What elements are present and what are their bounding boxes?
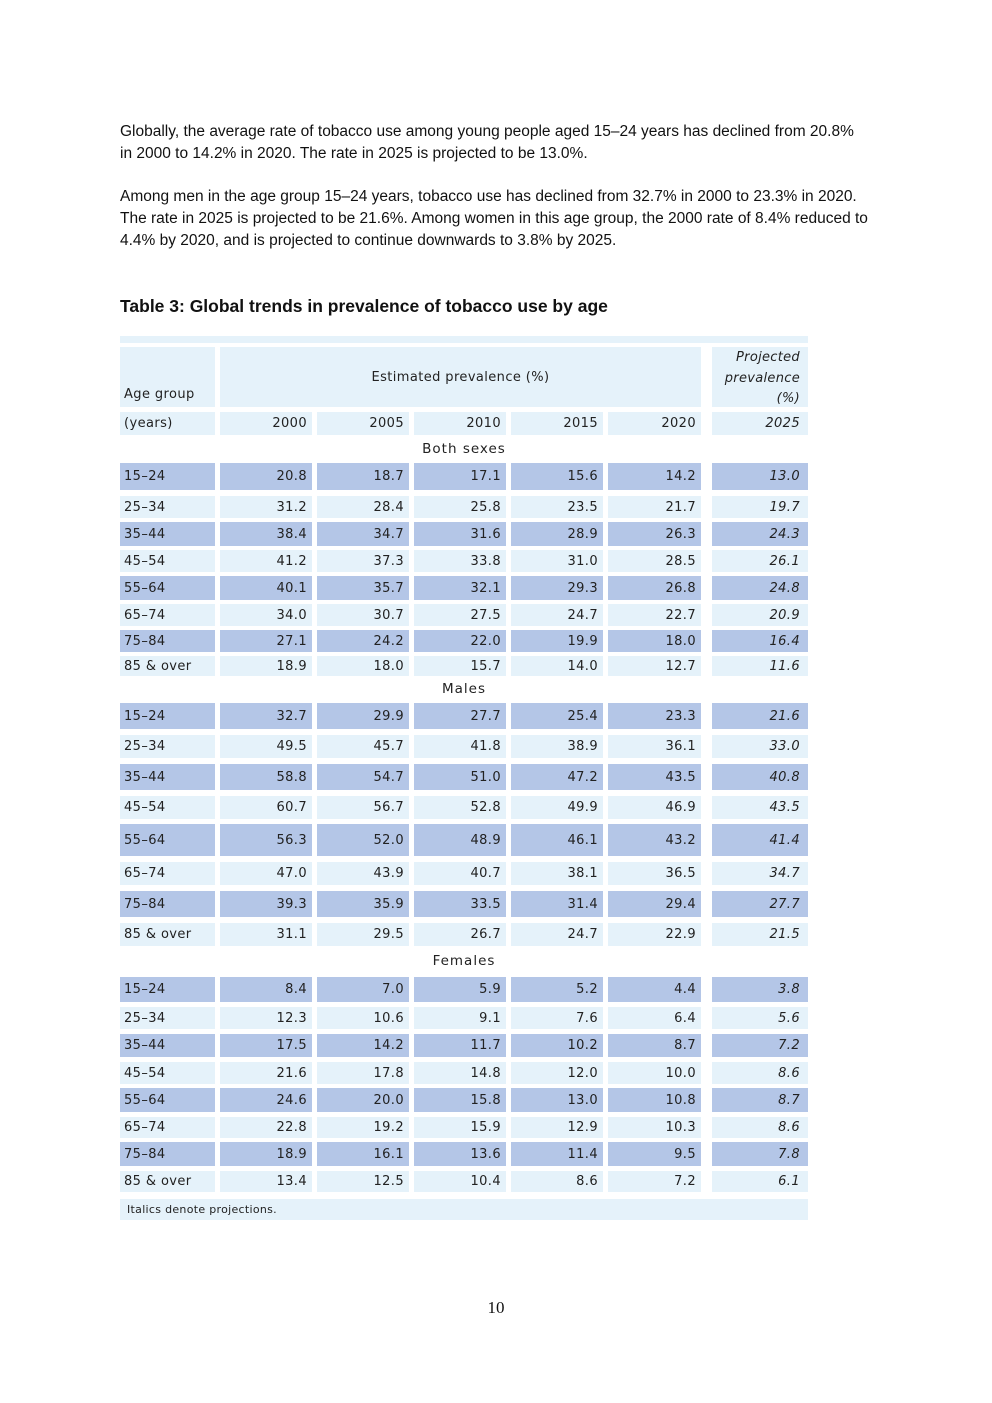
projected-value-cell: 11.6: [712, 656, 808, 676]
prevalence-value-cell: 12.9: [511, 1117, 603, 1138]
prevalence-value-cell: 28.5: [608, 550, 701, 572]
prevalence-value-cell: 45.7: [317, 735, 409, 758]
prevalence-value-cell: 29.4: [608, 891, 701, 917]
prevalence-value-cell: 10.8: [608, 1088, 701, 1112]
age-group-cell: 15–24: [120, 703, 215, 729]
prevalence-value-cell: 12.0: [511, 1062, 603, 1084]
prevalence-value-cell: 27.5: [414, 604, 506, 626]
prevalence-value-cell: 22.0: [414, 630, 506, 652]
projected-value-cell: 26.1: [712, 550, 808, 572]
prevalence-value-cell: 52.0: [317, 824, 409, 856]
age-group-cell: 65–74: [120, 604, 215, 626]
prevalence-value-cell: 29.9: [317, 703, 409, 729]
projected-value-cell: 3.8: [712, 977, 808, 1002]
year-header-2010: 2010: [414, 412, 506, 435]
year-header-2025: 2025: [712, 412, 808, 435]
age-group-cell: 45–54: [120, 796, 215, 819]
prevalence-value-cell: 51.0: [414, 764, 506, 790]
prevalence-value-cell: 36.5: [608, 862, 701, 885]
prevalence-value-cell: 15.6: [511, 463, 603, 490]
age-group-cell: 35–44: [120, 522, 215, 546]
prevalence-value-cell: 49.9: [511, 796, 603, 819]
prevalence-value-cell: 38.1: [511, 862, 603, 885]
prevalence-value-cell: 10.0: [608, 1062, 701, 1084]
prevalence-value-cell: 13.0: [511, 1088, 603, 1112]
prevalence-value-cell: 29.3: [511, 576, 603, 600]
prevalence-value-cell: 14.8: [414, 1062, 506, 1084]
prevalence-value-cell: 37.3: [317, 550, 409, 572]
prevalence-value-cell: 40.7: [414, 862, 506, 885]
projected-value-cell: 41.4: [712, 824, 808, 856]
projected-value-cell: 6.1: [712, 1171, 808, 1192]
prevalence-value-cell: 47.0: [220, 862, 312, 885]
prevalence-value-cell: 32.7: [220, 703, 312, 729]
prevalence-value-cell: 19.2: [317, 1117, 409, 1138]
section-label: Both sexes: [422, 441, 506, 457]
prevalence-value-cell: 6.4: [608, 1007, 701, 1029]
projected-header-line1: Projected: [736, 350, 800, 365]
prevalence-value-cell: 11.4: [511, 1142, 603, 1166]
prevalence-value-cell: 52.8: [414, 796, 506, 819]
prevalence-value-cell: 18.0: [608, 630, 701, 652]
prevalence-value-cell: 19.9: [511, 630, 603, 652]
prevalence-value-cell: 21.7: [608, 496, 701, 518]
prevalence-value-cell: 18.7: [317, 463, 409, 490]
prevalence-value-cell: 7.0: [317, 977, 409, 1002]
prevalence-value-cell: 8.4: [220, 977, 312, 1002]
prevalence-value-cell: 14.0: [511, 656, 603, 676]
prevalence-value-cell: 12.5: [317, 1171, 409, 1192]
prevalence-value-cell: 17.1: [414, 463, 506, 490]
prevalence-value-cell: 22.9: [608, 923, 701, 946]
prevalence-value-cell: 13.4: [220, 1171, 312, 1192]
prevalence-value-cell: 10.6: [317, 1007, 409, 1029]
prevalence-value-cell: 48.9: [414, 824, 506, 856]
prevalence-value-cell: 5.2: [511, 977, 603, 1002]
projected-value-cell: 7.2: [712, 1034, 808, 1057]
projected-header-line2: prevalence: [724, 370, 800, 386]
prevalence-value-cell: 39.3: [220, 891, 312, 917]
age-group-cell: 15–24: [120, 977, 215, 1002]
age-group-cell: 75–84: [120, 891, 215, 917]
prevalence-value-cell: 26.8: [608, 576, 701, 600]
projected-header-line3: (%): [776, 391, 800, 406]
prevalence-value-cell: 38.9: [511, 735, 603, 758]
prevalence-value-cell: 18.9: [220, 656, 312, 676]
table-title: Table 3: Global trends in prevalence of tobacco use by age: [120, 296, 608, 316]
prevalence-value-cell: 31.0: [511, 550, 603, 572]
prevalence-value-cell: 22.8: [220, 1117, 312, 1138]
year-header-2015: 2015: [511, 412, 603, 435]
age-group-cell: 45–54: [120, 1062, 215, 1084]
prevalence-value-cell: 23.3: [608, 703, 701, 729]
prevalence-value-cell: 41.8: [414, 735, 506, 758]
prevalence-value-cell: 20.0: [317, 1088, 409, 1112]
prevalence-value-cell: 16.1: [317, 1142, 409, 1166]
projected-value-cell: 21.5: [712, 923, 808, 946]
age-group-cell: 65–74: [120, 862, 215, 885]
prevalence-value-cell: 54.7: [317, 764, 409, 790]
prevalence-value-cell: 24.6: [220, 1088, 312, 1112]
age-group-cell: 55–64: [120, 1088, 215, 1112]
prevalence-value-cell: 13.6: [414, 1142, 506, 1166]
intro-paragraph: Globally, the average rate of tobacco use among young people aged 15–24 years has declined from 20.8% in 2000 to 14.2% in 2020. The rate in 2025 is projected to be 13.0%.: [120, 123, 854, 162]
prevalence-value-cell: 11.7: [414, 1034, 506, 1057]
prevalence-value-cell: 31.4: [511, 891, 603, 917]
prevalence-value-cell: 46.1: [511, 824, 603, 856]
projected-value-cell: 40.8: [712, 764, 808, 790]
prevalence-value-cell: 4.4: [608, 977, 701, 1002]
section-label: Males: [441, 681, 486, 697]
prevalence-value-cell: 23.5: [511, 496, 603, 518]
projected-value-cell: 7.8: [712, 1142, 808, 1166]
prevalence-value-cell: 30.7: [317, 604, 409, 626]
prevalence-value-cell: 24.2: [317, 630, 409, 652]
age-group-cell: 15–24: [120, 463, 215, 490]
prevalence-value-cell: 35.9: [317, 891, 409, 917]
projected-value-cell: 19.7: [712, 496, 808, 518]
prevalence-value-cell: 18.0: [317, 656, 409, 676]
age-group-cell: 75–84: [120, 630, 215, 652]
year-header-2020: 2020: [608, 412, 701, 435]
prevalence-value-cell: 32.1: [414, 576, 506, 600]
prevalence-value-cell: 27.7: [414, 703, 506, 729]
prevalence-value-cell: 34.0: [220, 604, 312, 626]
prevalence-value-cell: 40.1: [220, 576, 312, 600]
prevalence-value-cell: 21.6: [220, 1062, 312, 1084]
prevalence-value-cell: 34.7: [317, 522, 409, 546]
prevalence-value-cell: 17.8: [317, 1062, 409, 1084]
table-footnote: Italics denote projections.: [120, 1199, 808, 1220]
projected-value-cell: 24.3: [712, 522, 808, 546]
projected-value-cell: 21.6: [712, 703, 808, 729]
age-group-cell: 85 & over: [120, 923, 215, 946]
age-group-cell: 35–44: [120, 1034, 215, 1057]
age-group-cell: 65–74: [120, 1117, 215, 1138]
prevalence-value-cell: 10.2: [511, 1034, 603, 1057]
prevalence-value-cell: 60.7: [220, 796, 312, 819]
age-group-header: Age group: [120, 347, 215, 407]
prevalence-value-cell: 25.8: [414, 496, 506, 518]
prevalence-value-cell: 43.5: [608, 764, 701, 790]
age-group-cell: 85 & over: [120, 656, 215, 676]
prevalence-value-cell: 46.9: [608, 796, 701, 819]
prevalence-value-cell: 15.7: [414, 656, 506, 676]
projected-value-cell: 20.9: [712, 604, 808, 626]
prevalence-value-cell: 7.6: [511, 1007, 603, 1029]
age-group-cell: 75–84: [120, 1142, 215, 1166]
men-women-paragraph: Among men in the age group 15–24 years, tobacco use has declined from 32.7% in 2000 to 23.3% in 2020. The rate in 2025 is projected to be 21.6%. Among women in this age group, the 2000 rate of 8.4% reduced to 4.4% by 2020, and is projected to continue downwards to 3.8% by 2025.: [120, 188, 868, 249]
prevalence-value-cell: 14.2: [317, 1034, 409, 1057]
estimated-prevalence-header: Estimated prevalence (%): [220, 347, 701, 407]
prevalence-value-cell: 58.8: [220, 764, 312, 790]
prevalence-value-cell: 36.1: [608, 735, 701, 758]
prevalence-value-cell: 10.4: [414, 1171, 506, 1192]
age-group-cell: 35–44: [120, 764, 215, 790]
prevalence-value-cell: 12.7: [608, 656, 701, 676]
projected-value-cell: 8.6: [712, 1117, 808, 1138]
prevalence-value-cell: 33.8: [414, 550, 506, 572]
prevalence-value-cell: 33.5: [414, 891, 506, 917]
prevalence-value-cell: 31.2: [220, 496, 312, 518]
prevalence-value-cell: 15.8: [414, 1088, 506, 1112]
age-group-cell: 55–64: [120, 576, 215, 600]
prevalence-value-cell: 7.2: [608, 1171, 701, 1192]
year-header-2000: 2000: [220, 412, 312, 435]
prevalence-value-cell: 26.7: [414, 923, 506, 946]
prevalence-value-cell: 35.7: [317, 576, 409, 600]
prevalence-value-cell: 25.4: [511, 703, 603, 729]
prevalence-value-cell: 29.5: [317, 923, 409, 946]
projected-value-cell: 43.5: [712, 796, 808, 819]
age-group-cell: 55–64: [120, 824, 215, 856]
projected-value-cell: 24.8: [712, 576, 808, 600]
prevalence-value-cell: 24.7: [511, 923, 603, 946]
projected-value-cell: 16.4: [712, 630, 808, 652]
prevalence-value-cell: 8.7: [608, 1034, 701, 1057]
prevalence-value-cell: 28.9: [511, 522, 603, 546]
age-group-cell: 25–34: [120, 735, 215, 758]
prevalence-value-cell: 24.7: [511, 604, 603, 626]
prevalence-value-cell: 8.6: [511, 1171, 603, 1192]
table-top-band: [120, 336, 808, 343]
prevalence-value-cell: 9.1: [414, 1007, 506, 1029]
projected-value-cell: 5.6: [712, 1007, 808, 1029]
age-group-cell: 25–34: [120, 496, 215, 518]
prevalence-value-cell: 18.9: [220, 1142, 312, 1166]
prevalence-value-cell: 56.3: [220, 824, 312, 856]
prevalence-value-cell: 15.9: [414, 1117, 506, 1138]
prevalence-value-cell: 9.5: [608, 1142, 701, 1166]
page-number: 10: [487, 1298, 505, 1317]
prevalence-value-cell: 41.2: [220, 550, 312, 572]
age-group-cell: 25–34: [120, 1007, 215, 1029]
prevalence-value-cell: 47.2: [511, 764, 603, 790]
prevalence-value-cell: 26.3: [608, 522, 701, 546]
prevalence-value-cell: 5.9: [414, 977, 506, 1002]
projected-value-cell: 33.0: [712, 735, 808, 758]
prevalence-value-cell: 28.4: [317, 496, 409, 518]
prevalence-value-cell: 12.3: [220, 1007, 312, 1029]
year-header-2005: 2005: [317, 412, 409, 435]
prevalence-value-cell: 20.8: [220, 463, 312, 490]
prevalence-value-cell: 14.2: [608, 463, 701, 490]
projected-value-cell: 34.7: [712, 862, 808, 885]
prevalence-value-cell: 49.5: [220, 735, 312, 758]
age-group-years-header: (years): [120, 412, 215, 435]
projected-value-cell: 27.7: [712, 891, 808, 917]
age-group-cell: 45–54: [120, 550, 215, 572]
prevalence-value-cell: 10.3: [608, 1117, 701, 1138]
prevalence-value-cell: 22.7: [608, 604, 701, 626]
projected-value-cell: 8.7: [712, 1088, 808, 1112]
projected-value-cell: 8.6: [712, 1062, 808, 1084]
projected-value-cell: 13.0: [712, 463, 808, 490]
projected-prevalence-header: [712, 347, 808, 407]
prevalence-value-cell: 56.7: [317, 796, 409, 819]
prevalence-value-cell: 17.5: [220, 1034, 312, 1057]
prevalence-value-cell: 43.9: [317, 862, 409, 885]
prevalence-value-cell: 38.4: [220, 522, 312, 546]
prevalence-value-cell: 27.1: [220, 630, 312, 652]
section-label: Females: [432, 953, 496, 969]
age-group-cell: 85 & over: [120, 1171, 215, 1192]
prevalence-value-cell: 31.1: [220, 923, 312, 946]
prevalence-value-cell: 43.2: [608, 824, 701, 856]
prevalence-value-cell: 31.6: [414, 522, 506, 546]
